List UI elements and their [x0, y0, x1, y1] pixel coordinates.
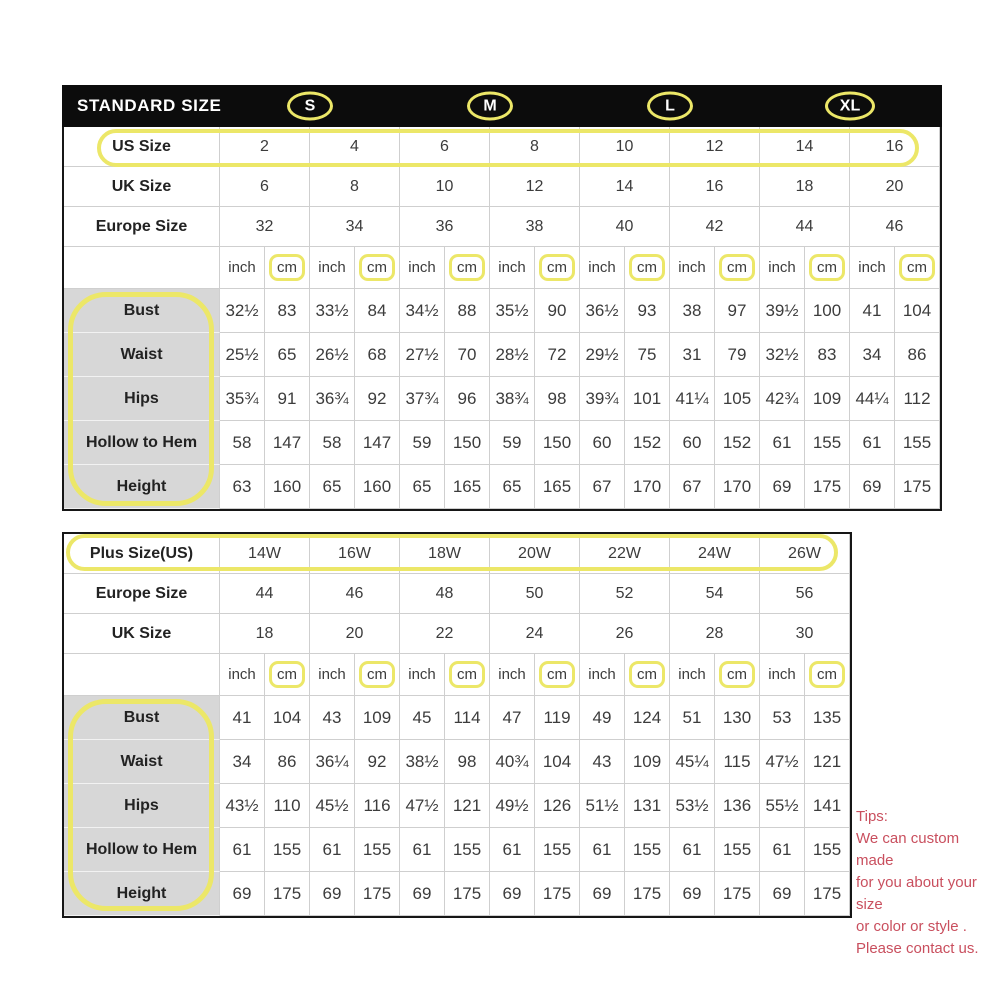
inch-value: 36¼	[310, 740, 355, 784]
row-label-waist: Waist	[64, 740, 220, 784]
inch-value: 45½	[310, 784, 355, 828]
inch-value: 51	[670, 696, 715, 740]
standard-size-grid	[62, 127, 942, 511]
cm-value: 86	[265, 740, 310, 784]
inch-value: 53½	[670, 784, 715, 828]
cm-value: 150	[535, 421, 580, 465]
inch-value: 42¾	[760, 377, 805, 421]
inch-value: 59	[400, 421, 445, 465]
cm-value: 160	[265, 465, 310, 509]
unit-inch-label: inch	[760, 247, 805, 289]
inch-value: 38½	[400, 740, 445, 784]
inch-value: 61	[580, 828, 625, 872]
size-value: 4	[310, 127, 400, 167]
cm-value: 101	[625, 377, 670, 421]
unit-inch-label: inch	[310, 654, 355, 696]
inch-value: 45	[400, 696, 445, 740]
highlight-cm-box: cm	[449, 661, 485, 688]
cm-value: 97	[715, 289, 760, 333]
cm-value: 109	[805, 377, 850, 421]
cm-value: 160	[355, 465, 400, 509]
inch-value: 69	[490, 872, 535, 916]
size-value: 6	[400, 127, 490, 167]
cm-value: 136	[715, 784, 760, 828]
size-value: 8	[490, 127, 580, 167]
cm-value: 86	[895, 333, 940, 377]
inch-value: 31	[670, 333, 715, 377]
cm-value: 70	[445, 333, 490, 377]
inch-value: 34½	[400, 289, 445, 333]
inch-value: 45¼	[670, 740, 715, 784]
cm-value: 84	[355, 289, 400, 333]
inch-value: 55½	[760, 784, 805, 828]
inch-value: 65	[310, 465, 355, 509]
inch-value: 69	[400, 872, 445, 916]
inch-value: 39¾	[580, 377, 625, 421]
cm-value: 121	[805, 740, 850, 784]
cm-value: 175	[715, 872, 760, 916]
tips-note	[856, 806, 1000, 960]
size-group-s-badge: S	[287, 92, 333, 121]
unit-cm-label	[535, 654, 580, 696]
unit-inch-label: inch	[310, 247, 355, 289]
inch-value: 35¾	[220, 377, 265, 421]
cm-value: 155	[895, 421, 940, 465]
cm-value: 112	[895, 377, 940, 421]
row-label-uk-size: UK Size	[64, 167, 220, 207]
unit-cm-label	[625, 247, 670, 289]
inch-value: 38	[670, 289, 715, 333]
unit-cm-label	[625, 654, 670, 696]
size-value: 18	[220, 614, 310, 654]
row-label-bust: Bust	[64, 696, 220, 740]
unit-cm-label	[355, 247, 400, 289]
cm-value: 147	[265, 421, 310, 465]
size-value: 32	[220, 207, 310, 247]
size-group-m-badge: M	[467, 92, 513, 121]
cm-value: 150	[445, 421, 490, 465]
unit-inch-label: inch	[490, 247, 535, 289]
unit-inch-label: inch	[490, 654, 535, 696]
size-value: 14	[580, 167, 670, 207]
inch-value: 69	[220, 872, 265, 916]
cm-value: 119	[535, 696, 580, 740]
row-label-uk-size: UK Size	[64, 614, 220, 654]
highlight-cm-box: cm	[809, 254, 845, 281]
size-value: 10	[400, 167, 490, 207]
row-label-bust: Bust	[64, 289, 220, 333]
size-value: 46	[310, 574, 400, 614]
inch-value: 27½	[400, 333, 445, 377]
size-value: 44	[760, 207, 850, 247]
inch-value: 34	[850, 333, 895, 377]
inch-value: 58	[310, 421, 355, 465]
inch-value: 61	[400, 828, 445, 872]
size-value: 26	[580, 614, 670, 654]
cm-value: 72	[535, 333, 580, 377]
inch-value: 39½	[760, 289, 805, 333]
inch-value: 41¼	[670, 377, 715, 421]
inch-value: 51½	[580, 784, 625, 828]
cm-value: 124	[625, 696, 670, 740]
highlight-cm-box: cm	[629, 254, 665, 281]
inch-value: 61	[670, 828, 715, 872]
cm-value: 75	[625, 333, 670, 377]
cm-value: 175	[895, 465, 940, 509]
cm-value: 83	[805, 333, 850, 377]
inch-value: 49	[580, 696, 625, 740]
unit-cm-label	[265, 654, 310, 696]
size-value: 20	[850, 167, 940, 207]
inch-value: 34	[220, 740, 265, 784]
inch-value: 63	[220, 465, 265, 509]
unit-inch-label: inch	[850, 247, 895, 289]
row-label-us-size: US Size	[64, 127, 220, 167]
cm-value: 175	[805, 465, 850, 509]
cm-value: 109	[625, 740, 670, 784]
tips-line: or color or style .	[856, 918, 967, 935]
inch-value: 65	[400, 465, 445, 509]
unit-cm-label	[535, 247, 580, 289]
row-label-hips: Hips	[64, 784, 220, 828]
unit-cm-label	[445, 654, 490, 696]
size-group-xl-badge: XL	[825, 92, 875, 121]
inch-value: 61	[760, 828, 805, 872]
cm-value: 170	[625, 465, 670, 509]
inch-value: 61	[850, 421, 895, 465]
size-value: 50	[490, 574, 580, 614]
size-value: 14W	[220, 534, 310, 574]
size-value: 44	[220, 574, 310, 614]
inch-value: 41	[850, 289, 895, 333]
highlight-cm-box: cm	[719, 254, 755, 281]
size-value: 12	[490, 167, 580, 207]
cm-value: 165	[535, 465, 580, 509]
inch-value: 41	[220, 696, 265, 740]
cm-value: 92	[355, 377, 400, 421]
inch-value: 69	[760, 872, 805, 916]
highlight-cm-box: cm	[269, 661, 305, 688]
row-label-europe-size: Europe Size	[64, 574, 220, 614]
cm-value: 92	[355, 740, 400, 784]
inch-value: 29½	[580, 333, 625, 377]
unit-cm-label	[265, 247, 310, 289]
cm-value: 88	[445, 289, 490, 333]
size-value: 18	[760, 167, 850, 207]
inch-value: 59	[490, 421, 535, 465]
unit-inch-label: inch	[670, 654, 715, 696]
cm-value: 175	[265, 872, 310, 916]
row-label-hollow-to-hem: Hollow to Hem	[64, 421, 220, 465]
cm-value: 175	[355, 872, 400, 916]
cm-value: 152	[625, 421, 670, 465]
unit-cm-label	[895, 247, 940, 289]
inch-value: 69	[850, 465, 895, 509]
highlight-cm-box: cm	[809, 661, 845, 688]
highlight-cm-box: cm	[269, 254, 305, 281]
inch-value: 40¾	[490, 740, 535, 784]
plus-size-grid	[62, 532, 852, 918]
highlight-cm-box: cm	[899, 254, 935, 281]
unit-inch-label: inch	[670, 247, 715, 289]
inch-value: 35½	[490, 289, 535, 333]
cm-value: 116	[355, 784, 400, 828]
row-label-waist: Waist	[64, 333, 220, 377]
size-value: 28	[670, 614, 760, 654]
inch-value: 67	[670, 465, 715, 509]
unit-cm-label	[805, 654, 850, 696]
row-label-hips: Hips	[64, 377, 220, 421]
unit-row-spacer	[64, 247, 220, 289]
cm-value: 104	[265, 696, 310, 740]
inch-value: 69	[580, 872, 625, 916]
size-value: 40	[580, 207, 670, 247]
cm-value: 90	[535, 289, 580, 333]
tips-line: Please contact us.	[856, 940, 979, 957]
unit-inch-label: inch	[580, 247, 625, 289]
unit-inch-label: inch	[400, 654, 445, 696]
inch-value: 60	[670, 421, 715, 465]
inch-value: 43	[310, 696, 355, 740]
unit-inch-label: inch	[220, 654, 265, 696]
size-value: 38	[490, 207, 580, 247]
cm-value: 152	[715, 421, 760, 465]
cm-value: 155	[715, 828, 760, 872]
size-value: 52	[580, 574, 670, 614]
row-label-height: Height	[64, 872, 220, 916]
size-value: 16W	[310, 534, 400, 574]
cm-value: 175	[535, 872, 580, 916]
inch-value: 44¼	[850, 377, 895, 421]
unit-cm-label	[805, 247, 850, 289]
cm-value: 155	[805, 828, 850, 872]
cm-value: 121	[445, 784, 490, 828]
size-value: 20W	[490, 534, 580, 574]
cm-value: 155	[265, 828, 310, 872]
unit-cm-label	[445, 247, 490, 289]
cm-value: 165	[445, 465, 490, 509]
cm-value: 100	[805, 289, 850, 333]
highlight-cm-box: cm	[359, 254, 395, 281]
cm-value: 114	[445, 696, 490, 740]
cm-value: 131	[625, 784, 670, 828]
unit-row-spacer	[64, 654, 220, 696]
size-value: 42	[670, 207, 760, 247]
size-value: 56	[760, 574, 850, 614]
unit-inch-label: inch	[760, 654, 805, 696]
inch-value: 69	[310, 872, 355, 916]
size-value: 30	[760, 614, 850, 654]
cm-value: 93	[625, 289, 670, 333]
inch-value: 37¾	[400, 377, 445, 421]
cm-value: 110	[265, 784, 310, 828]
cm-value: 104	[895, 289, 940, 333]
highlight-cm-box: cm	[539, 254, 575, 281]
unit-cm-label	[715, 247, 760, 289]
highlight-cm-box: cm	[719, 661, 755, 688]
cm-value: 126	[535, 784, 580, 828]
cm-value: 170	[715, 465, 760, 509]
cm-value: 175	[625, 872, 670, 916]
cm-value: 83	[265, 289, 310, 333]
inch-value: 25½	[220, 333, 265, 377]
size-value: 46	[850, 207, 940, 247]
cm-value: 155	[355, 828, 400, 872]
cm-value: 109	[355, 696, 400, 740]
cm-value: 98	[445, 740, 490, 784]
cm-value: 155	[535, 828, 580, 872]
inch-value: 60	[580, 421, 625, 465]
cm-value: 65	[265, 333, 310, 377]
cm-value: 130	[715, 696, 760, 740]
tips-line: for you about your size	[856, 874, 977, 913]
inch-value: 26½	[310, 333, 355, 377]
cm-value: 98	[535, 377, 580, 421]
standard-size-title: STANDARD SIZE	[77, 96, 222, 115]
size-value: 14	[760, 127, 850, 167]
unit-cm-label	[715, 654, 760, 696]
row-label-height: Height	[64, 465, 220, 509]
inch-value: 49½	[490, 784, 535, 828]
inch-value: 65	[490, 465, 535, 509]
row-label-europe-size: Europe Size	[64, 207, 220, 247]
cm-value: 96	[445, 377, 490, 421]
highlight-cm-box: cm	[359, 661, 395, 688]
size-value: 34	[310, 207, 400, 247]
size-value: 24W	[670, 534, 760, 574]
unit-inch-label: inch	[400, 247, 445, 289]
cm-value: 155	[805, 421, 850, 465]
unit-inch-label: inch	[580, 654, 625, 696]
cm-value: 175	[445, 872, 490, 916]
size-value: 36	[400, 207, 490, 247]
inch-value: 69	[760, 465, 805, 509]
size-value: 8	[310, 167, 400, 207]
cm-value: 115	[715, 740, 760, 784]
inch-value: 47½	[400, 784, 445, 828]
row-label-hollow-to-hem: Hollow to Hem	[64, 828, 220, 872]
size-value: 20	[310, 614, 400, 654]
size-value: 16	[850, 127, 940, 167]
inch-value: 61	[220, 828, 265, 872]
cm-value: 175	[805, 872, 850, 916]
inch-value: 61	[760, 421, 805, 465]
unit-inch-label: inch	[220, 247, 265, 289]
inch-value: 32½	[220, 289, 265, 333]
size-value: 16	[670, 167, 760, 207]
highlight-cm-box: cm	[539, 661, 575, 688]
inch-value: 53	[760, 696, 805, 740]
inch-value: 36½	[580, 289, 625, 333]
size-value: 22W	[580, 534, 670, 574]
inch-value: 36¾	[310, 377, 355, 421]
size-value: 22	[400, 614, 490, 654]
cm-value: 91	[265, 377, 310, 421]
inch-value: 43½	[220, 784, 265, 828]
cm-value: 135	[805, 696, 850, 740]
size-value: 26W	[760, 534, 850, 574]
size-value: 6	[220, 167, 310, 207]
cm-value: 105	[715, 377, 760, 421]
inch-value: 67	[580, 465, 625, 509]
size-value: 48	[400, 574, 490, 614]
inch-value: 38¾	[490, 377, 535, 421]
inch-value: 69	[670, 872, 715, 916]
standard-size-header	[62, 85, 942, 127]
cm-value: 147	[355, 421, 400, 465]
size-value: 12	[670, 127, 760, 167]
cm-value: 68	[355, 333, 400, 377]
size-value: 18W	[400, 534, 490, 574]
size-group-l-badge: L	[647, 92, 693, 121]
inch-value: 47½	[760, 740, 805, 784]
inch-value: 58	[220, 421, 265, 465]
size-value: 10	[580, 127, 670, 167]
inch-value: 61	[490, 828, 535, 872]
size-value: 2	[220, 127, 310, 167]
cm-value: 155	[445, 828, 490, 872]
highlight-cm-box: cm	[449, 254, 485, 281]
row-label-plus-size-us: Plus Size(US)	[64, 534, 220, 574]
inch-value: 47	[490, 696, 535, 740]
tips-heading: Tips:	[856, 808, 888, 825]
inch-value: 33½	[310, 289, 355, 333]
inch-value: 28½	[490, 333, 535, 377]
inch-value: 43	[580, 740, 625, 784]
inch-value: 61	[310, 828, 355, 872]
size-value: 24	[490, 614, 580, 654]
size-value: 54	[670, 574, 760, 614]
cm-value: 155	[625, 828, 670, 872]
unit-cm-label	[355, 654, 400, 696]
cm-value: 104	[535, 740, 580, 784]
tips-line: We can custom made	[856, 830, 960, 869]
inch-value: 32½	[760, 333, 805, 377]
cm-value: 141	[805, 784, 850, 828]
cm-value: 79	[715, 333, 760, 377]
highlight-cm-box: cm	[629, 661, 665, 688]
